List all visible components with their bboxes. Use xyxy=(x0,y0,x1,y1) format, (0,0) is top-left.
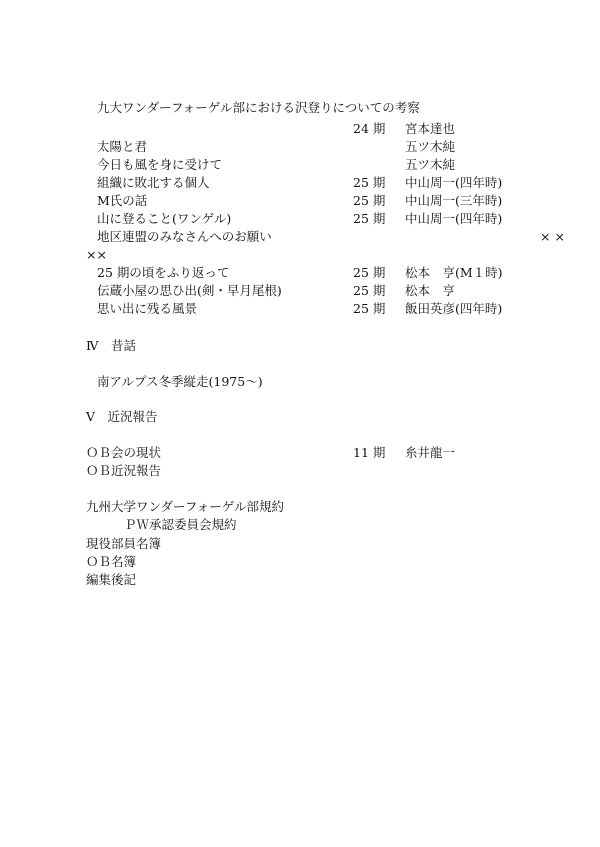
entry-author: 飯田英彦(四年時) xyxy=(405,301,503,316)
entry-title: 今日も風を身に受けて xyxy=(97,157,223,172)
entry-author: 松本 亨(M１時) xyxy=(405,265,503,280)
entry-title: ＯＢ会の現状 xyxy=(86,445,162,460)
entry-period: 25 期 xyxy=(353,283,386,298)
entry-author: 中山周一(四年時) xyxy=(405,211,503,226)
toc-entry xyxy=(0,444,600,462)
entry-author: 中山周一(三年時) xyxy=(405,193,503,208)
entry-title: ×× xyxy=(86,247,107,262)
section-heading xyxy=(0,408,600,426)
entry-title: 九州大学ワンダーフォーゲル部規約 xyxy=(86,499,285,514)
entry-period: 25 期 xyxy=(353,265,386,280)
entry-period: 25 期 xyxy=(353,211,386,226)
toc-entry xyxy=(0,462,600,480)
toc-entry xyxy=(0,99,600,117)
entry-author: 宮本達也 xyxy=(405,121,456,136)
section-heading xyxy=(0,337,600,355)
entry-title: 編集後記 xyxy=(86,572,137,587)
entry-title: 九大ワンダーフォーゲル部における沢登りについての考察 xyxy=(97,100,420,115)
entry-author: 松本 亨 xyxy=(405,283,456,298)
entry-period: 25 期 xyxy=(353,193,386,208)
entry-title: ＰＷ承認委員会規約 xyxy=(124,517,237,532)
entry-author: 五ツ木純 xyxy=(405,139,456,154)
toc-entry xyxy=(0,264,600,282)
entry-title: 伝蔵小屋の思ひ出(剣・早月尾根) xyxy=(97,283,282,298)
entry-period: 24 期 xyxy=(353,121,386,136)
toc-entry xyxy=(0,138,600,156)
entry-title: 南アルプス冬季縦走(1975～) xyxy=(97,374,263,389)
entry-title: M氏の話 xyxy=(97,193,148,208)
toc-entry xyxy=(0,300,600,318)
toc-entry xyxy=(0,228,600,246)
toc-entry xyxy=(0,210,600,228)
entry-title: ＯＢ近況報告 xyxy=(86,463,162,478)
entry-title: 思い出に残る風景 xyxy=(97,301,198,316)
entry-title: 組織に敗北する個人 xyxy=(97,175,210,190)
entry-author: 五ツ木純 xyxy=(405,157,456,172)
entry-title: ＯＢ名簿 xyxy=(86,554,137,569)
toc-entry xyxy=(0,571,600,589)
toc-entry xyxy=(0,156,600,174)
toc-entry xyxy=(0,498,600,516)
section-title: Ⅴ 近況報告 xyxy=(86,409,158,424)
toc-entry xyxy=(0,553,600,571)
toc-entry xyxy=(0,516,600,534)
toc-entry xyxy=(0,120,600,138)
toc-entry xyxy=(0,174,600,192)
entry-title: 25 期の頃をふり返って xyxy=(97,265,230,280)
entry-author: 糸井龍一 xyxy=(405,445,456,460)
entry-title: 山に登ること(ワンゲル) xyxy=(97,211,232,226)
entry-title: 太陽と君 xyxy=(97,139,148,154)
toc-entry xyxy=(0,246,600,264)
toc-entry xyxy=(0,192,600,210)
entry-title: 現役部員名簿 xyxy=(86,536,162,551)
entry-period: 25 期 xyxy=(353,175,386,190)
entry-author: 中山周一(四年時) xyxy=(405,175,503,190)
entry-title: 地区連盟のみなさんへのお願い xyxy=(97,229,272,244)
toc-entry xyxy=(0,282,600,300)
entry-period: 11 期 xyxy=(353,445,386,460)
toc-entry xyxy=(0,373,600,391)
toc-entry xyxy=(0,535,600,553)
entry-author: × × xyxy=(540,229,565,244)
entry-period: 25 期 xyxy=(353,301,386,316)
section-title: Ⅳ 昔話 xyxy=(86,338,136,353)
